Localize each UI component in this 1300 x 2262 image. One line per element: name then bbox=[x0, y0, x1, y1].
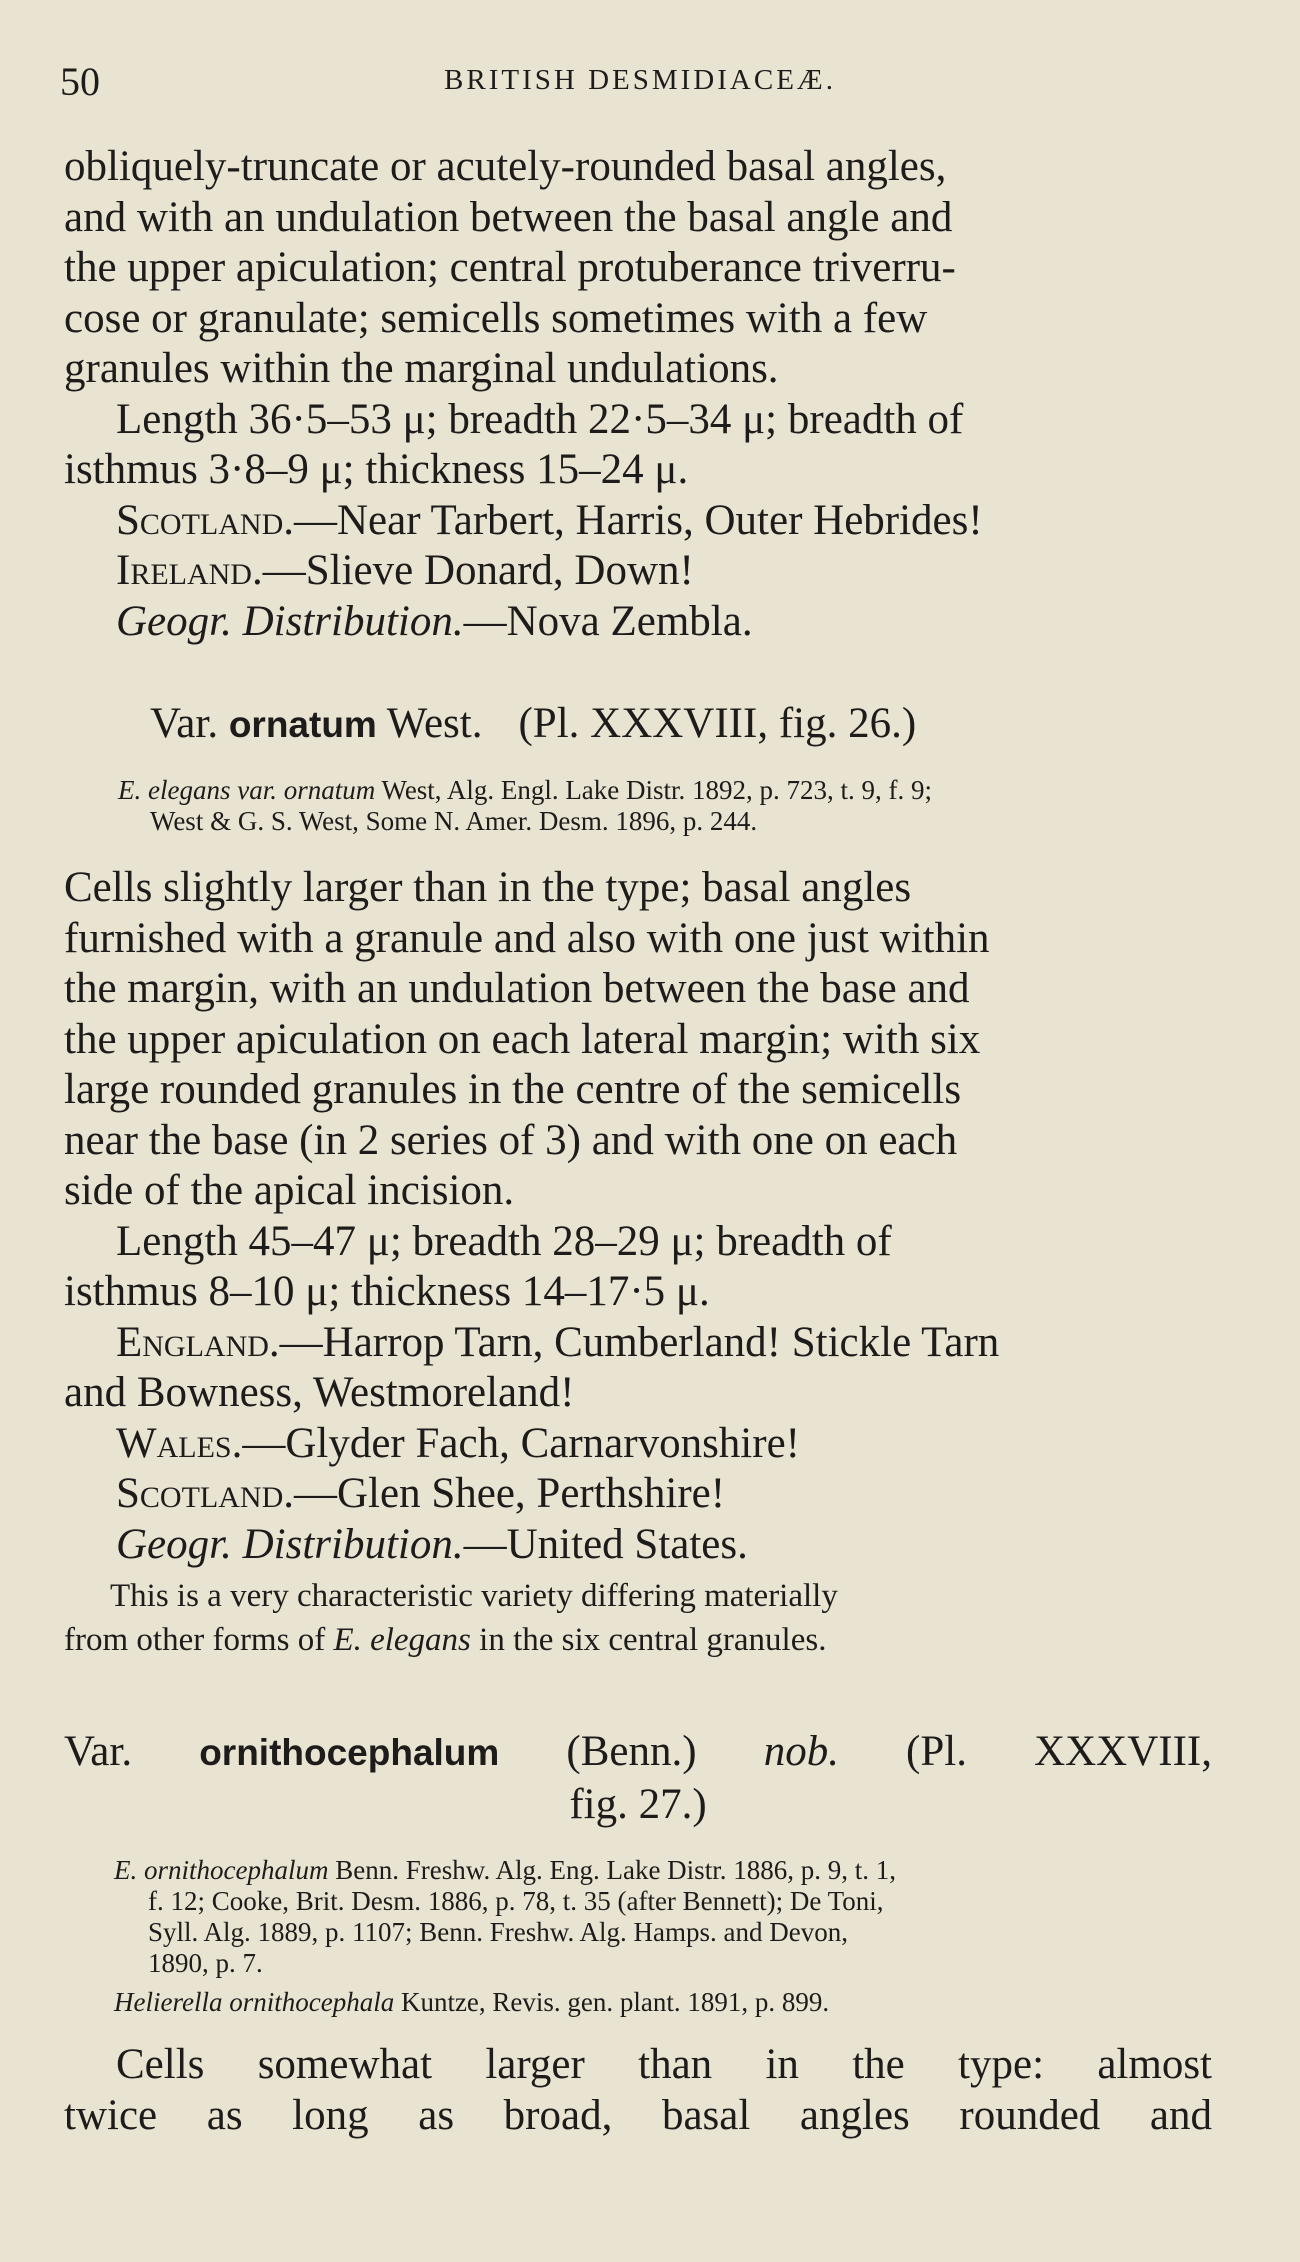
locality-text: —Glyder Fach, Carnarvonshire! bbox=[242, 1419, 800, 1467]
synonym-reference: E. ornithocephalum Benn. Freshw. Alg. Eng. Lake Distr. 1886, p. 9, t. 1, bbox=[114, 1855, 896, 1885]
description-line: furnished with a granule and also with one just within bbox=[64, 914, 990, 962]
variety-name: ornithocephalum bbox=[199, 1732, 500, 1773]
distribution-label: Geogr. Distribution. bbox=[116, 597, 464, 645]
variety-heading: Var. ornithocephalum (Benn.) nob. (Pl. XXXVIII, bbox=[64, 1728, 1213, 1775]
synonym-reference: f. 12; Cooke, Brit. Desm. 1886, p. 78, t. 35 (after Bennett); De Toni, bbox=[148, 1886, 884, 1916]
distribution-text: —United States. bbox=[463, 1520, 748, 1568]
description-line: near the base (in 2 series of 3) and with one on each bbox=[64, 1116, 958, 1164]
variety-name: ornatum bbox=[228, 704, 377, 745]
text-line: cose or granulate; semicells sometimes with a few bbox=[64, 294, 928, 342]
text-line: and with an undulation between the basal angle and bbox=[64, 193, 953, 241]
locality-text: and Bowness, Westmoreland! bbox=[64, 1369, 575, 1416]
page-header bbox=[60, 58, 1220, 108]
locality-name: England. bbox=[116, 1318, 280, 1366]
note-line: from other forms of E. elegans in the six central granules. bbox=[64, 1622, 827, 1658]
variety-ornithocephalum bbox=[64, 1726, 1212, 2141]
text-line: granules within the marginal undulations. bbox=[64, 345, 779, 392]
locality-name: Wales. bbox=[116, 1419, 243, 1467]
plate-reference: fig. 27.) bbox=[569, 1781, 707, 1828]
description-line: side of the apical incision. bbox=[64, 1167, 515, 1214]
description-line: Cells slightly larger than in the type; basal angles bbox=[64, 864, 912, 911]
measurements-line: Length 36·5–53 μ; breadth 22·5–34 μ; breadth of bbox=[116, 395, 964, 443]
synonym-reference: West & G. S. West, Some N. Amer. Desm. 1896, p. 244. bbox=[150, 806, 758, 836]
measurements-line: Length 45–47 μ; breadth 28–29 μ; breadth of bbox=[116, 1217, 892, 1265]
description-line: Cells somewhat larger than in the type: almost bbox=[116, 2041, 1212, 2088]
description-line: twice as long as broad, basal angles rounded and bbox=[64, 2091, 1212, 2139]
locality-text: —Slieve Donard, Down! bbox=[262, 547, 694, 594]
description-line: the margin, with an undulation between the base and bbox=[64, 965, 970, 1012]
plate-reference: (Pl. XXXVIII, fig. 26.) bbox=[518, 700, 917, 747]
note-line: This is a very characteristic variety differing materially bbox=[110, 1578, 838, 1614]
locality-name: Scotland. bbox=[116, 496, 294, 544]
locality-text: —Near Tarbert, Harris, Outer Hebrides! bbox=[294, 496, 983, 544]
text-line: the upper apiculation; central protuberance triverru- bbox=[64, 244, 956, 291]
page-number: 50 bbox=[60, 59, 100, 104]
synonym-reference: Helierella ornithocephala Kuntze, Revis. gen. plant. 1891, p. 899. bbox=[114, 1987, 830, 2017]
locality-england bbox=[64, 1318, 1212, 1369]
synonym-reference: E. elegans var. ornatum West, Alg. Engl. Lake Distr. 1892, p. 723, t. 9, f. 9; bbox=[118, 775, 933, 805]
variety-ornatum bbox=[64, 698, 1212, 1662]
geographic-distribution bbox=[64, 1520, 1212, 1571]
locality-scotland bbox=[64, 1469, 1212, 1520]
locality-name: Ireland. bbox=[116, 547, 263, 594]
plate-reference: (Pl. XXXVIII, bbox=[838, 1728, 1213, 1775]
synonym-reference: 1890, p. 7. bbox=[148, 1948, 263, 1978]
running-head: BRITISH DESMIDIACEÆ. bbox=[444, 64, 836, 96]
text-line: obliquely-truncate or acutely-rounded basal angles, bbox=[64, 143, 947, 190]
synonym-reference: Syll. Alg. 1889, p. 1107; Benn. Freshw. Alg. Hamps. and Devon, bbox=[148, 1917, 848, 1947]
locality-wales bbox=[64, 1419, 1212, 1470]
measurements-line: isthmus 3·8–9 μ; thickness 15–24 μ. bbox=[64, 446, 689, 493]
measurements-line: isthmus 8–10 μ; thickness 14–17·5 μ. bbox=[64, 1268, 710, 1315]
locality-text: —Harrop Tarn, Cumberland! Stickle Tarn bbox=[279, 1318, 1000, 1366]
locality-scotland bbox=[64, 496, 1212, 547]
locality-name: Scotland. bbox=[116, 1470, 294, 1517]
description-line: the upper apiculation on each lateral margin; with six bbox=[64, 1015, 981, 1063]
geographic-distribution bbox=[64, 597, 1212, 648]
section-continuation bbox=[64, 142, 1212, 647]
locality-text: —Glen Shee, Perthshire! bbox=[294, 1470, 726, 1517]
description-line: large rounded granules in the centre of the semicells bbox=[64, 1066, 962, 1113]
locality-ireland bbox=[64, 546, 1212, 597]
distribution-label: Geogr. Distribution. bbox=[116, 1520, 464, 1568]
distribution-text: —Nova Zembla. bbox=[463, 597, 753, 645]
variety-heading: Var. ornatum West. (Pl. XXXVIII, fig. 26.) bbox=[150, 700, 917, 747]
